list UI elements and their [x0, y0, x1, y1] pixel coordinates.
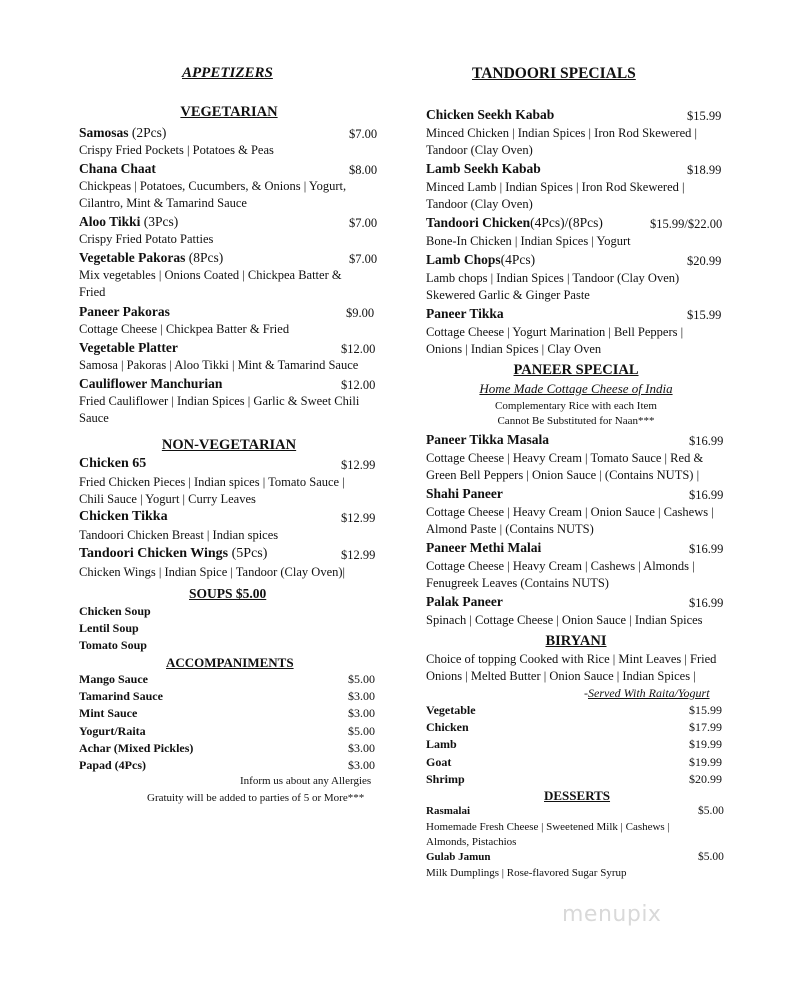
item-name-text: Tandoori Chicken	[426, 215, 531, 230]
item-name-text: Aloo Tikki	[79, 214, 141, 229]
menu-item-name	[79, 456, 146, 472]
menu-item-description: Fried Cauliflower | Indian Spices | Garlic & Sweet Chili	[79, 394, 360, 408]
menu-item-name	[79, 340, 178, 356]
item-quantity: (2Pcs)	[128, 125, 167, 140]
menu-item-price: $15.99	[687, 109, 722, 123]
menu-item-name	[426, 486, 503, 502]
menu-item-price: $15.99	[687, 308, 722, 322]
biryani-option-name: Shrimp	[426, 771, 465, 786]
biryani-option-price: $19.99	[689, 737, 722, 752]
accompaniment-name: Tamarind Sauce	[79, 689, 163, 704]
menu-item-description: Lamb chops | Indian Spices | Tandoor (Clay Oven)	[426, 271, 680, 285]
dessert-name: Gulab Jamun	[426, 851, 491, 863]
menu-item-price: $12.00	[341, 378, 376, 392]
menu-item-description: Onions | Indian Spices | Clay Oven	[426, 342, 602, 356]
menu-item-description: Cottage Cheese | Yogurt Marination | Bell Peppers |	[426, 325, 684, 339]
paneer-naan-note: Cannot Be Substituted for Naan***	[497, 415, 655, 427]
biryani-option-name: Goat	[426, 754, 452, 769]
item-name-text: Samosas	[79, 125, 129, 140]
watermark-logo: menupix	[562, 902, 662, 927]
biryani-option-name: Chicken	[426, 720, 469, 735]
menu-item-description: Minced Chicken | Indian Spices | Iron Rod Skewered |	[426, 126, 697, 140]
biryani-option-price: $19.99	[689, 754, 722, 769]
biryani-option-price: $17.99	[689, 720, 722, 735]
menu-item-price: $7.00	[349, 127, 378, 141]
menu-item-price: $12.00	[341, 342, 376, 356]
item-name-text: Paneer Tikka	[426, 306, 504, 321]
menu-item-description: Fried Chicken Pieces | Indian spices | Tomato Sauce |	[79, 475, 345, 489]
menu-item-description: Cottage Cheese | Chickpea Batter & Fried	[79, 322, 290, 336]
menu-item-name	[79, 546, 267, 562]
menu-item-description: Almond Paste | (Contains NUTS)	[426, 522, 594, 536]
accompaniment-name: Mint Sauce	[79, 706, 138, 721]
menu-item-name	[79, 376, 222, 392]
menu-item-name	[426, 306, 504, 322]
menu-item-description: Sauce	[79, 411, 109, 425]
menu-item-description: Crispy Fried Potato Patties	[79, 232, 214, 246]
menu-item-description: Crispy Fried Pockets | Potatoes & Peas	[79, 143, 274, 157]
item-quantity: (3Pcs)	[140, 214, 179, 229]
item-name-text: Tandoori Chicken Wings	[79, 546, 229, 561]
accompaniment-price: $3.00	[348, 758, 375, 772]
accompaniment-price: $3.00	[348, 740, 375, 755]
biryani-option-name: Lamb	[426, 737, 457, 752]
menu-item-price: $12.99	[341, 458, 376, 472]
menu-item-name	[79, 509, 168, 525]
accompaniment-name: Papad (4Pcs)	[79, 758, 146, 772]
item-name-text: Paneer Pakoras	[79, 304, 170, 319]
menu-item-price: $7.00	[349, 252, 378, 266]
biryani-served-text: Served With Raita/Yogurt	[588, 686, 710, 700]
paneer-rice-note: Complementary Rice with each Item	[495, 400, 657, 412]
item-name-text: Palak Paneer	[426, 594, 503, 609]
menu-item-name	[426, 252, 535, 268]
menu-item-description: Cilantro, Mint & Tamarind Sauce	[79, 196, 247, 210]
accompaniment-name: Achar (Mixed Pickles)	[79, 740, 194, 755]
menu-item-name	[79, 161, 156, 177]
biryani-option-price: $15.99	[689, 703, 722, 717]
item-quantity: (8Pcs)	[185, 250, 224, 265]
accompaniment-name: Yogurt/Raita	[79, 723, 146, 738]
paneer-subheading: Home Made Cottage Cheese of India	[479, 381, 673, 396]
non-vegetarian-heading: NON-VEGETARIAN	[161, 437, 297, 453]
menu-item-description: Mix vegetables | Onions Coated | Chickpea Batter &	[79, 268, 342, 282]
menu-item-description: Cottage Cheese | Heavy Cream | Tomato Sauce | Red &	[426, 451, 704, 465]
item-name-text: Chicken Tikka	[79, 509, 168, 524]
item-name-text: Vegetable Pakoras	[79, 250, 186, 265]
dessert-price: $5.00	[698, 851, 724, 863]
menu-item-description: Cottage Cheese | Heavy Cream | Onion Sauce | Cashews |	[426, 505, 714, 519]
menu-item-name	[79, 125, 166, 141]
menu-item-description: Tandoori Chicken Breast | Indian spices	[79, 528, 279, 542]
menu-item-name	[426, 540, 541, 556]
menu-item-name	[426, 432, 549, 448]
paneer-special-heading: PANEER SPECIAL	[513, 362, 639, 378]
accompaniment-price: $3.00	[348, 689, 375, 704]
menu-item-name	[426, 161, 541, 177]
menu-item-name	[79, 304, 170, 320]
menu-item-price: $16.99	[689, 542, 724, 556]
biryani-desc-line-2: Onions | Melted Butter | Onion Sauce | Indian Spices |	[426, 669, 696, 683]
menu-item-price: $18.99	[687, 163, 722, 177]
item-quantity: (4Pcs)	[500, 252, 536, 267]
biryani-heading: BIRYANI	[545, 633, 607, 649]
item-name-text: Lamb Chops	[426, 252, 501, 267]
menu-item-description: Skewered Garlic & Ginger Paste	[426, 288, 590, 302]
menu-item-price: $12.99	[341, 548, 376, 562]
menu-item-description: Fried	[79, 285, 106, 299]
menu-item-description: Fenugreek Leaves (Contains NUTS)	[426, 576, 609, 590]
soup-item: Tomato Soup	[79, 638, 147, 652]
menu-item-description: Chicken Wings | Indian Spice | Tandoor (Clay Oven)|	[79, 565, 346, 579]
menu-item-name	[79, 250, 223, 266]
dessert-price: $5.00	[698, 805, 724, 817]
accompaniment-name: Mango Sauce	[79, 672, 148, 686]
biryani-served-note: -Served With Raita/Yogurt	[584, 686, 710, 700]
menu-item-description: Minced Lamb | Indian Spices | Iron Rod Skewered |	[426, 180, 685, 194]
accompaniment-price: $5.00	[348, 723, 375, 738]
item-name-text: Chana Chaat	[79, 161, 156, 176]
menu-item-price: $16.99	[689, 488, 724, 502]
menu-item-name	[426, 594, 503, 610]
tandoori-specials-title: TANDOORI SPECIALS	[472, 65, 636, 82]
menu-item-price: $16.99	[689, 434, 724, 448]
desserts-heading: DESSERTS	[544, 788, 611, 803]
item-name-text: Paneer Methi Malai	[426, 540, 542, 555]
menu-item-description: Tandoor (Clay Oven)	[426, 197, 533, 211]
accompaniment-price: $3.00	[348, 706, 375, 721]
menu-item-price: $8.00	[349, 163, 378, 177]
menu-item-description: Green Bell Peppers | Onion Sauce | (Contains NUTS) |	[426, 468, 700, 482]
menu-item-description: Samosa | Pakoras | Aloo Tikki | Mint & Tamarind Sauce	[79, 358, 359, 372]
dessert-description: Homemade Fresh Cheese | Sweetened Milk | Cashews |	[426, 821, 670, 833]
menu-item-price: $15.99/$22.00	[650, 217, 723, 231]
menu-item-description: Chickpeas | Potatoes, Cucumbers, & Onions | Yogurt,	[79, 179, 347, 193]
item-quantity: (5Pcs)	[228, 546, 268, 561]
allergy-note: Inform us about any Allergies	[240, 775, 372, 787]
biryani-desc-line-1: Choice of topping Cooked with Rice | Mint Leaves | Fried	[426, 652, 717, 666]
item-name-text: Cauliflower Manchurian	[79, 376, 223, 391]
accompaniment-price: $5.00	[348, 672, 375, 686]
item-name-text: Shahi Paneer	[426, 486, 503, 501]
item-quantity: (4Pcs)/(8Pcs)	[530, 215, 603, 230]
dessert-description: Almonds, Pistachios	[426, 836, 517, 848]
dessert-name: Rasmalai	[426, 805, 470, 817]
menu-item-name	[426, 107, 554, 123]
vegetarian-heading: VEGETARIAN	[180, 104, 278, 120]
item-name-text: Lamb Seekh Kabab	[426, 161, 541, 176]
soup-item: Lentil Soup	[79, 621, 139, 635]
menu-item-price: $12.99	[341, 511, 376, 525]
gratuity-note: Gratuity will be added to parties of 5 or More***	[147, 792, 365, 804]
dessert-description: Milk Dumplings | Rose-flavored Sugar Syrup	[426, 867, 627, 879]
menu-item-price: $20.99	[687, 254, 722, 268]
menu-item-price: $9.00	[346, 306, 375, 320]
item-name-text: Paneer Tikka Masala	[426, 432, 550, 447]
menu-item-price: $16.99	[689, 596, 724, 610]
biryani-option-name: Vegetable	[426, 703, 476, 717]
soups-heading: SOUPS $5.00	[189, 586, 267, 601]
biryani-option-price: $20.99	[689, 771, 722, 786]
menu-item-name	[426, 215, 603, 231]
accompaniments-heading: ACCOMPANIMENTS	[166, 655, 294, 670]
menu-item-description: Bone-In Chicken | Indian Spices | Yogurt	[426, 234, 631, 248]
menu-item-description: Spinach | Cottage Cheese | Onion Sauce | Indian Spices	[426, 613, 703, 627]
item-name-text: Chicken 65	[79, 456, 147, 471]
menu-item-description: Cottage Cheese | Heavy Cream | Cashews | Almonds |	[426, 559, 695, 573]
item-name-text: Chicken Seekh Kabab	[426, 107, 555, 122]
menu-item-description: Tandoor (Clay Oven)	[426, 143, 533, 157]
appetizers-title: APPETIZERS	[182, 65, 273, 81]
menu-item-description: Chili Sauce | Yogurt | Curry Leaves	[79, 492, 256, 506]
item-name-text: Vegetable Platter	[79, 340, 178, 355]
menu-item-price: $7.00	[349, 216, 378, 230]
menu-item-name	[79, 214, 178, 230]
soup-item: Chicken Soup	[79, 604, 151, 618]
